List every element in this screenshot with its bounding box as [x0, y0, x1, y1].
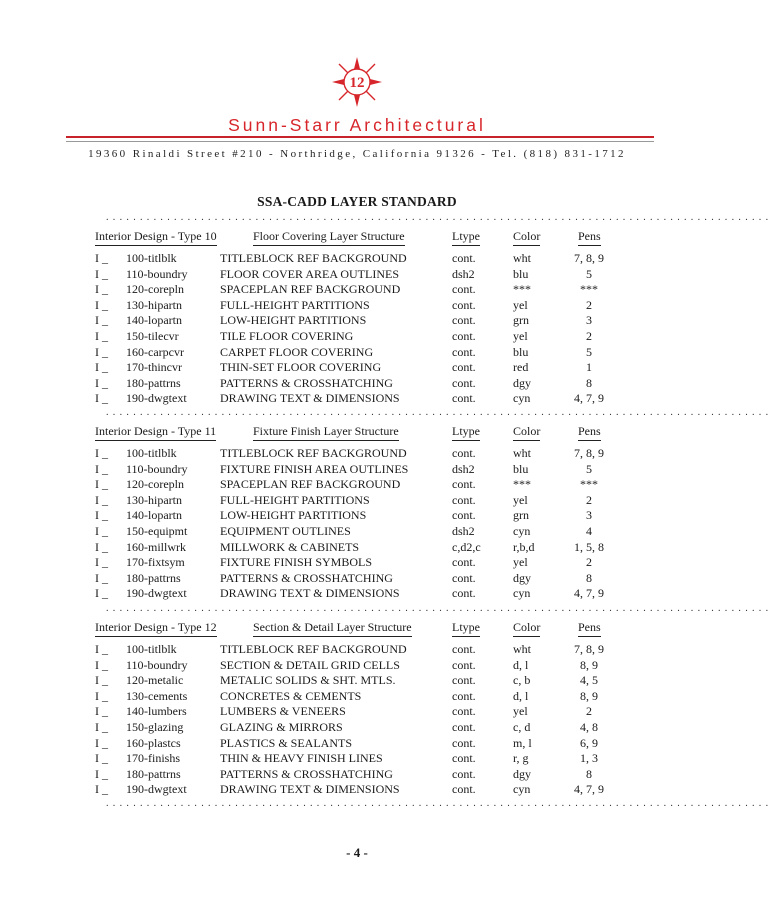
- layer-pens: 1, 5, 8: [574, 539, 604, 554]
- layer-description: FIXTURE FINISH SYMBOLS: [220, 555, 373, 570]
- layer-name: 170-fixtsym: [126, 555, 185, 570]
- layer-name: 100-titlblk: [126, 251, 177, 265]
- layer-prefix: I _: [95, 360, 108, 375]
- section-structure-label: [253, 620, 412, 637]
- table-row: [0, 376, 714, 392]
- layer-linetype: cont.: [452, 492, 476, 507]
- layer-pens: 7, 8, 9: [574, 251, 604, 265]
- layer-color: r,b,d: [513, 539, 535, 554]
- layer-linetype: cont.: [452, 704, 476, 719]
- layer-name: 120-corepln: [126, 282, 184, 297]
- layer-name: 120-metalic: [126, 673, 184, 688]
- layer-color: yel: [513, 492, 528, 507]
- layer-linetype: cont.: [452, 375, 476, 390]
- layer-pens: 4, 8: [580, 720, 598, 734]
- column-header-ltype: [452, 424, 480, 441]
- layer-pens: 8: [586, 570, 592, 585]
- layer-pens: 2: [586, 492, 592, 507]
- layer-prefix: I _: [95, 720, 108, 734]
- section-structure-text: Fixture Finish Layer Structure: [253, 424, 399, 441]
- layer-prefix: I _: [95, 586, 108, 601]
- layer-color: r, g: [513, 751, 529, 766]
- table-row: [0, 298, 714, 314]
- layer-linetype: cont.: [452, 391, 476, 406]
- layer-prefix: I _: [95, 297, 108, 312]
- layer-linetype: cont.: [452, 297, 476, 312]
- column-header-color: [513, 229, 540, 246]
- layer-color: yel: [513, 297, 528, 312]
- layer-pens: 5: [586, 344, 592, 359]
- layer-prefix: I _: [95, 266, 108, 281]
- section-type-label: [95, 620, 217, 637]
- layer-name: 190-dwgtext: [126, 586, 187, 601]
- section-structure-label: [253, 424, 399, 441]
- table-row: [0, 282, 714, 298]
- layer-color: wht: [513, 251, 531, 265]
- layer-pens: 4: [586, 524, 592, 538]
- layer-linetype: cont.: [452, 477, 476, 492]
- column-header-color: [513, 424, 540, 441]
- layer-linetype: cont.: [452, 344, 476, 359]
- layer-name: 150-glazing: [126, 720, 184, 734]
- layer-description: THIN & HEAVY FINISH LINES: [220, 751, 383, 766]
- table-row: [0, 493, 714, 509]
- layer-prefix: I _: [95, 492, 108, 507]
- layer-description: TITLEBLOCK REF BACKGROUND: [220, 642, 407, 656]
- layer-prefix: I _: [95, 524, 108, 538]
- layer-name: 160-millwrk: [126, 539, 186, 554]
- dot-separator: ..................................................................................................: [106, 407, 772, 418]
- layer-description: FULL-HEIGHT PARTITIONS: [220, 297, 370, 312]
- layer-color: blu: [513, 461, 529, 476]
- layer-pens: 1: [586, 360, 592, 375]
- layer-color: yel: [513, 555, 528, 570]
- table-row: [0, 329, 714, 345]
- layer-color: grn: [513, 313, 529, 328]
- layer-description: LOW-HEIGHT PARTITIONS: [220, 313, 367, 328]
- layer-prefix: I _: [95, 657, 108, 672]
- document-title: SSA-CADD LAYER STANDARD: [257, 194, 457, 209]
- layer-prefix: I _: [95, 344, 108, 359]
- table-row: [0, 782, 714, 798]
- column-header-pens: [578, 620, 601, 637]
- table-row: [0, 524, 714, 540]
- layer-pens: ***: [580, 282, 598, 297]
- layer-color: ***: [513, 477, 531, 492]
- layer-description: CONCRETES & CEMENTS: [220, 688, 362, 703]
- layer-description: GLAZING & MIRRORS: [220, 720, 343, 734]
- layer-color: m, l: [513, 735, 532, 750]
- layer-linetype: cont.: [452, 313, 476, 328]
- column-header-color-text: Color: [513, 620, 540, 637]
- layer-description: DRAWING TEXT & DIMENSIONS: [220, 782, 400, 797]
- layer-linetype: c,d2,c: [452, 539, 481, 554]
- layer-linetype: cont.: [452, 282, 476, 297]
- layer-linetype: cont.: [452, 751, 476, 766]
- layer-description: TITLEBLOCK REF BACKGROUND: [220, 446, 407, 460]
- layer-color: yel: [513, 329, 528, 343]
- layer-linetype: cont.: [452, 642, 476, 656]
- layer-description: CARPET FLOOR COVERING: [220, 344, 374, 359]
- column-header-ltype-text: Ltype: [452, 424, 480, 441]
- layer-name: 170-thincvr: [126, 360, 182, 375]
- layer-pens: 7, 8, 9: [574, 446, 604, 460]
- layer-prefix: I _: [95, 555, 108, 570]
- layer-pens: 4, 5: [580, 673, 598, 688]
- layer-pens: 5: [586, 461, 592, 476]
- firm-address: 19360 Rinaldi Street #210 - Northridge, California 91326 - Tel. (818) 831-1712: [88, 148, 626, 160]
- table-row: [0, 767, 714, 783]
- layer-linetype: dsh2: [452, 524, 475, 538]
- layer-pens: 8: [586, 766, 592, 781]
- layer-linetype: cont.: [452, 508, 476, 523]
- layer-linetype: cont.: [452, 673, 476, 688]
- layer-description: PATTERNS & CROSSHATCHING: [220, 375, 393, 390]
- layer-prefix: I _: [95, 508, 108, 523]
- layer-linetype: dsh2: [452, 266, 475, 281]
- layer-linetype: cont.: [452, 555, 476, 570]
- layer-pens: 7, 8, 9: [574, 642, 604, 656]
- layer-color: cyn: [513, 391, 531, 406]
- layer-description: MILLWORK & CABINETS: [220, 539, 360, 554]
- layer-pens: 4, 7, 9: [574, 391, 604, 406]
- section-type-label: [95, 229, 217, 246]
- table-row: [0, 508, 714, 524]
- page-number: - 4 -: [346, 845, 368, 860]
- table-row: [0, 736, 714, 752]
- column-header-pens: [578, 229, 601, 246]
- layer-prefix: I _: [95, 282, 108, 297]
- layer-pens: 4, 7, 9: [574, 586, 604, 601]
- layer-description: SPACEPLAN REF BACKGROUND: [220, 282, 401, 297]
- column-header-color-text: Color: [513, 229, 540, 246]
- layer-pens: 1, 3: [580, 751, 598, 766]
- layer-name: 180-pattrns: [126, 375, 181, 390]
- layer-description: PATTERNS & CROSSHATCHING: [220, 570, 393, 585]
- section-structure-text: Section & Detail Layer Structure: [253, 620, 412, 637]
- section-structure-text: Floor Covering Layer Structure: [253, 229, 405, 246]
- layer-description: PATTERNS & CROSSHATCHING: [220, 766, 393, 781]
- layer-color: dgy: [513, 766, 531, 781]
- layer-description: TILE FLOOR COVERING: [220, 329, 354, 343]
- layer-pens: 8, 9: [580, 688, 598, 703]
- layer-color: yel: [513, 704, 528, 719]
- section-type-label: [95, 424, 216, 441]
- column-header-color: [513, 620, 540, 637]
- table-row: [0, 267, 714, 283]
- firm-name: Sunn-Starr Architectural: [228, 115, 486, 135]
- dot-separator: ..................................................................................................: [106, 798, 772, 809]
- layer-color: ***: [513, 282, 531, 297]
- layer-linetype: cont.: [452, 251, 476, 265]
- dot-separator: ..................................................................................................: [106, 603, 772, 614]
- layer-linetype: cont.: [452, 782, 476, 797]
- layer-name: 120-corepln: [126, 477, 184, 492]
- layer-linetype: cont.: [452, 570, 476, 585]
- layer-linetype: cont.: [452, 446, 476, 460]
- layer-name: 110-boundry: [126, 657, 188, 672]
- table-row: [0, 446, 714, 462]
- layer-color: wht: [513, 446, 531, 460]
- table-row: [0, 477, 714, 493]
- column-header-pens-text: Pens: [578, 229, 601, 246]
- column-header-ltype: [452, 620, 480, 637]
- dot-separator: ..................................................................................................: [106, 212, 772, 223]
- layer-linetype: cont.: [452, 586, 476, 601]
- layer-pens: 2: [586, 555, 592, 570]
- section-structure-label: [253, 229, 405, 246]
- layer-color: blu: [513, 266, 529, 281]
- layer-color: c, b: [513, 673, 531, 688]
- layer-color: wht: [513, 642, 531, 656]
- layer-prefix: I _: [95, 539, 108, 554]
- layer-prefix: I _: [95, 391, 108, 406]
- layer-pens: 6, 9: [580, 735, 598, 750]
- layer-prefix: I _: [95, 570, 108, 585]
- layer-color: c, d: [513, 720, 531, 734]
- table-row: [0, 345, 714, 361]
- section-type-text: Interior Design - Type 10: [95, 229, 217, 246]
- layer-linetype: cont.: [452, 360, 476, 375]
- layer-name: 180-pattrns: [126, 766, 181, 781]
- layer-description: PLASTICS & SEALANTS: [220, 735, 353, 750]
- layer-linetype: cont.: [452, 688, 476, 703]
- layer-name: 140-lopartn: [126, 508, 182, 523]
- table-row: [0, 673, 714, 689]
- layer-name: 110-boundry: [126, 461, 188, 476]
- layer-prefix: I _: [95, 766, 108, 781]
- layer-name: 190-dwgtext: [126, 391, 187, 406]
- layer-description: LOW-HEIGHT PARTITIONS: [220, 508, 367, 523]
- layer-name: 100-titlblk: [126, 446, 177, 460]
- layer-pens: 3: [586, 508, 592, 523]
- layer-pens: 2: [586, 297, 592, 312]
- table-row: [0, 689, 714, 705]
- layer-description: LUMBERS & VENEERS: [220, 704, 346, 719]
- layer-description: THIN-SET FLOOR COVERING: [220, 360, 382, 375]
- layer-color: cyn: [513, 586, 531, 601]
- table-row: [0, 360, 714, 376]
- layer-name: 190-dwgtext: [126, 782, 187, 797]
- layer-pens: ***: [580, 477, 598, 492]
- layer-linetype: dsh2: [452, 461, 475, 476]
- table-row: [0, 571, 714, 587]
- layer-color: d, l: [513, 657, 529, 672]
- header-rule: [66, 136, 654, 138]
- layer-description: DRAWING TEXT & DIMENSIONS: [220, 391, 400, 406]
- layer-name: 150-tilecvr: [126, 329, 179, 343]
- column-header-ltype: [452, 229, 480, 246]
- layer-description: FIXTURE FINISH AREA OUTLINES: [220, 461, 409, 476]
- layer-name: 180-pattrns: [126, 570, 181, 585]
- column-header-pens-text: Pens: [578, 620, 601, 637]
- table-row: [0, 251, 714, 267]
- table-row: [0, 540, 714, 556]
- layer-description: METALIC SOLIDS & SHT. MTLS.: [220, 673, 396, 688]
- layer-linetype: cont.: [452, 766, 476, 781]
- layer-prefix: I _: [95, 642, 108, 656]
- layer-description: EQUIPMENT OUTLINES: [220, 524, 351, 538]
- layer-prefix: I _: [95, 446, 108, 460]
- layer-name: 150-equipmt: [126, 524, 188, 538]
- layer-prefix: I _: [95, 688, 108, 703]
- layer-color: d, l: [513, 688, 529, 703]
- layer-color: cyn: [513, 524, 531, 538]
- layer-pens: 5: [586, 266, 592, 281]
- layer-prefix: I _: [95, 251, 108, 265]
- layer-linetype: cont.: [452, 735, 476, 750]
- table-row: [0, 704, 714, 720]
- layer-prefix: I _: [95, 313, 108, 328]
- table-row: [0, 586, 714, 602]
- column-header-pens: [578, 424, 601, 441]
- layer-prefix: I _: [95, 751, 108, 766]
- table-row: [0, 720, 714, 736]
- layer-name: 130-hipartn: [126, 297, 182, 312]
- logo-text: 12: [349, 75, 365, 91]
- table-row: [0, 462, 714, 478]
- layer-name: 130-hipartn: [126, 492, 182, 507]
- layer-description: FLOOR COVER AREA OUTLINES: [220, 266, 400, 281]
- layer-color: dgy: [513, 375, 531, 390]
- header-rule-thin: [66, 141, 654, 142]
- layer-description: FULL-HEIGHT PARTITIONS: [220, 492, 370, 507]
- layer-pens: 8, 9: [580, 657, 598, 672]
- column-header-pens-text: Pens: [578, 424, 601, 441]
- column-header-ltype-text: Ltype: [452, 229, 480, 246]
- layer-color: cyn: [513, 782, 531, 797]
- column-header-color-text: Color: [513, 424, 540, 441]
- layer-prefix: I _: [95, 735, 108, 750]
- layer-color: grn: [513, 508, 529, 523]
- layer-pens: 4, 7, 9: [574, 782, 604, 797]
- table-row: [0, 391, 714, 407]
- table-row: [0, 751, 714, 767]
- layer-linetype: cont.: [452, 720, 476, 734]
- layer-pens: 8: [586, 375, 592, 390]
- layer-name: 130-cements: [126, 688, 188, 703]
- layer-color: red: [513, 360, 529, 375]
- layer-pens: 2: [586, 329, 592, 343]
- layer-description: SECTION & DETAIL GRID CELLS: [220, 657, 400, 672]
- layer-prefix: I _: [95, 461, 108, 476]
- layer-name: 160-plastcs: [126, 735, 181, 750]
- layer-description: TITLEBLOCK REF BACKGROUND: [220, 251, 407, 265]
- layer-name: 140-lopartn: [126, 313, 182, 328]
- layer-prefix: I _: [95, 329, 108, 343]
- layer-pens: 2: [586, 704, 592, 719]
- layer-prefix: I _: [95, 375, 108, 390]
- layer-linetype: cont.: [452, 657, 476, 672]
- section-type-text: Interior Design - Type 11: [95, 424, 216, 441]
- table-row: [0, 313, 714, 329]
- table-row: [0, 658, 714, 674]
- layer-name: 160-carpcvr: [126, 344, 184, 359]
- layer-pens: 3: [586, 313, 592, 328]
- layer-linetype: cont.: [452, 329, 476, 343]
- firm-logo: [331, 56, 383, 108]
- layer-prefix: I _: [95, 673, 108, 688]
- column-header-ltype-text: Ltype: [452, 620, 480, 637]
- layer-color: blu: [513, 344, 529, 359]
- layer-prefix: I _: [95, 477, 108, 492]
- layer-color: dgy: [513, 570, 531, 585]
- table-row: [0, 642, 714, 658]
- layer-description: DRAWING TEXT & DIMENSIONS: [220, 586, 400, 601]
- table-row: [0, 555, 714, 571]
- layer-name: 140-lumbers: [126, 704, 187, 719]
- layer-prefix: I _: [95, 704, 108, 719]
- layer-description: SPACEPLAN REF BACKGROUND: [220, 477, 401, 492]
- section-type-text: Interior Design - Type 12: [95, 620, 217, 637]
- layer-name: 100-titlblk: [126, 642, 177, 656]
- layer-name: 170-finishs: [126, 751, 180, 766]
- layer-name: 110-boundry: [126, 266, 188, 281]
- layer-prefix: I _: [95, 782, 108, 797]
